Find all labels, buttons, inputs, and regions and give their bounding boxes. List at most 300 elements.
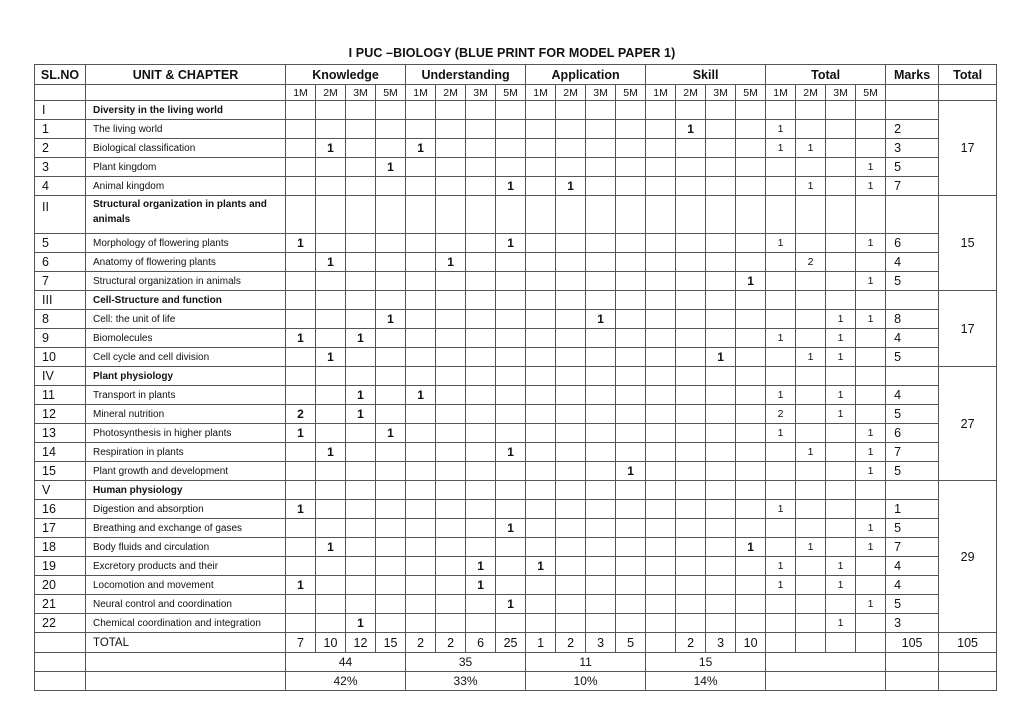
question-count-cell [586,595,616,614]
question-count-cell [616,424,646,443]
question-count-cell [556,348,586,367]
question-count-cell [796,424,826,443]
subheader-mark-type: 2M [436,85,466,101]
question-count-cell [586,557,616,576]
empty-cell [586,196,616,234]
question-count-cell [706,462,736,481]
subheader-mark-type: 1M [766,85,796,101]
question-count-cell [556,310,586,329]
question-count-cell [796,272,826,291]
question-count-cell [406,424,436,443]
empty-cell [376,481,406,500]
question-count-cell [466,139,496,158]
question-count-cell [676,234,706,253]
empty-cell [286,101,316,120]
question-count-cell [736,348,766,367]
question-count-cell [736,386,766,405]
question-count-cell [526,177,556,196]
empty-cell [676,291,706,310]
unit-numeral: IV [35,367,86,386]
question-count-cell [466,424,496,443]
question-count-cell [406,177,436,196]
question-count-cell [496,538,526,557]
question-count-cell [286,120,316,139]
question-count-cell [526,386,556,405]
question-count-cell [646,272,676,291]
chapter-marks: 4 [886,576,939,595]
unit-total: 29 [939,481,997,633]
empty-cell [586,367,616,386]
question-count-cell [406,557,436,576]
question-count-cell [436,443,466,462]
question-count-cell: 1 [466,576,496,595]
question-count-cell: 1 [346,614,376,633]
unit-title: Human physiology [86,481,286,500]
question-count-cell [406,576,436,595]
empty-cell [466,291,496,310]
question-count-cell [826,443,856,462]
question-count-cell [706,443,736,462]
question-count-cell [796,557,826,576]
chapter-sl-no: 12 [35,405,86,424]
subheader-blank [939,85,997,101]
chapter-marks: 5 [886,158,939,177]
question-count-cell [856,405,886,424]
question-count-cell [406,310,436,329]
empty-cell [706,101,736,120]
question-count-cell [286,177,316,196]
unit-title: Structural organization in plants and animals [86,196,286,234]
question-count-cell [526,405,556,424]
question-count-cell [826,500,856,519]
question-count-cell: 1 [856,538,886,557]
question-count-cell [556,405,586,424]
empty-cell [796,367,826,386]
subheader-mark-type: 3M [346,85,376,101]
question-count-cell [826,139,856,158]
question-count-cell [376,443,406,462]
empty-cell [436,291,466,310]
question-count-cell [826,234,856,253]
empty-cell [316,291,346,310]
question-count-cell: 1 [736,538,766,557]
question-count-cell [286,462,316,481]
question-count-cell [586,443,616,462]
question-count-cell [526,614,556,633]
question-count-cell [706,310,736,329]
empty-cell [676,196,706,234]
empty-cell [376,291,406,310]
question-count-cell [826,424,856,443]
question-count-cell [496,576,526,595]
chapter-name: Plant kingdom [86,158,286,177]
question-count-cell: 1 [496,595,526,614]
question-count-cell: 1 [766,234,796,253]
question-count-cell [526,424,556,443]
question-count-cell [316,462,346,481]
question-count-cell [646,234,676,253]
subheader-blank [35,85,86,101]
question-count-cell [646,595,676,614]
question-count-cell: 1 [466,557,496,576]
empty-cell [406,367,436,386]
question-count-cell [766,272,796,291]
question-count-cell [316,272,346,291]
total-count-cell: 25 [496,633,526,653]
question-count-cell [736,576,766,595]
question-count-cell [676,519,706,538]
question-count-cell [346,443,376,462]
question-count-cell [286,443,316,462]
empty-cell [736,367,766,386]
empty-cell [35,653,86,672]
question-count-cell [376,614,406,633]
sum-row-value: 44 [286,653,406,672]
percent-row-value: 42% [286,672,406,691]
question-count-cell [316,329,346,348]
question-count-cell [406,595,436,614]
col-header-understanding: Understanding [406,65,526,85]
question-count-cell [436,310,466,329]
empty-cell [706,367,736,386]
question-count-cell [736,253,766,272]
question-count-cell [436,234,466,253]
subheader-row [35,85,997,101]
question-count-cell [346,424,376,443]
question-count-cell [406,462,436,481]
question-count-cell [706,158,736,177]
question-count-cell: 1 [766,120,796,139]
question-count-cell [796,519,826,538]
question-count-cell [586,538,616,557]
question-count-cell [526,595,556,614]
question-count-cell: 1 [796,177,826,196]
chapter-name: Locomotion and movement [86,576,286,595]
question-count-cell [586,177,616,196]
empty-cell [766,653,886,672]
chapter-sl-no: 3 [35,158,86,177]
question-count-cell: 1 [856,234,886,253]
chapter-marks: 4 [886,557,939,576]
chapter-name: Cell cycle and cell division [86,348,286,367]
question-count-cell [646,576,676,595]
empty-cell [856,101,886,120]
question-count-cell [346,177,376,196]
chapter-row [35,386,997,405]
question-count-cell [286,614,316,633]
question-count-cell [316,424,346,443]
chapter-row [35,576,997,595]
question-count-cell [376,595,406,614]
subheader-mark-type: 3M [466,85,496,101]
question-count-cell [496,253,526,272]
total-count-cell: 2 [556,633,586,653]
question-count-cell [346,348,376,367]
question-count-cell [616,234,646,253]
question-count-cell [556,557,586,576]
question-count-cell [466,405,496,424]
question-count-cell [676,253,706,272]
question-count-cell [346,253,376,272]
question-count-cell: 1 [556,177,586,196]
question-count-cell [436,424,466,443]
question-count-cell [646,500,676,519]
question-count-cell [706,234,736,253]
empty-cell [286,196,316,234]
question-count-cell [526,234,556,253]
question-count-cell [286,158,316,177]
unit-total: 17 [939,291,997,367]
question-count-cell [706,329,736,348]
question-count-cell [706,272,736,291]
question-count-cell [346,310,376,329]
question-count-cell [436,272,466,291]
question-count-cell [286,310,316,329]
question-count-cell [856,557,886,576]
chapter-row [35,614,997,633]
question-count-cell [466,519,496,538]
marks-cell [886,367,939,386]
question-count-cell: 1 [436,253,466,272]
question-count-cell [676,272,706,291]
question-count-cell [646,158,676,177]
question-count-cell [406,538,436,557]
question-count-cell [526,500,556,519]
question-count-cell [466,500,496,519]
empty-cell [556,481,586,500]
question-count-cell [556,139,586,158]
question-count-cell [496,386,526,405]
question-count-cell [526,462,556,481]
empty-cell [496,291,526,310]
question-count-cell [406,519,436,538]
question-count-cell [526,253,556,272]
question-count-cell [616,405,646,424]
unit-numeral: III [35,291,86,310]
question-count-cell: 1 [616,462,646,481]
question-count-cell [706,576,736,595]
question-count-cell [406,272,436,291]
question-count-cell: 1 [496,234,526,253]
question-count-cell [406,120,436,139]
empty-cell [796,291,826,310]
question-count-cell [676,158,706,177]
chapter-name: Plant growth and development [86,462,286,481]
marks-cell [886,291,939,310]
unit-total: 27 [939,367,997,481]
question-count-cell [466,462,496,481]
empty-cell [436,481,466,500]
question-count-cell: 1 [856,272,886,291]
empty-cell [496,196,526,234]
empty-cell [376,367,406,386]
question-count-cell [706,519,736,538]
empty-cell [346,196,376,234]
question-count-cell [346,595,376,614]
question-count-cell: 1 [316,443,346,462]
empty-cell [556,101,586,120]
question-count-cell [766,158,796,177]
chapter-name: Cell: the unit of life [86,310,286,329]
chapter-marks: 7 [886,443,939,462]
chapter-sl-no: 7 [35,272,86,291]
empty-cell [616,481,646,500]
total-count-cell [826,633,856,653]
empty-cell [886,672,939,691]
question-count-cell [706,120,736,139]
question-count-cell [796,329,826,348]
col-header-knowledge: Knowledge [286,65,406,85]
question-count-cell [706,405,736,424]
question-count-cell [646,386,676,405]
question-count-cell [436,405,466,424]
question-count-cell [676,538,706,557]
question-count-cell [496,424,526,443]
question-count-cell: 1 [826,614,856,633]
subheader-mark-type: 5M [376,85,406,101]
question-count-cell [556,386,586,405]
question-count-cell [796,158,826,177]
question-count-cell [706,538,736,557]
empty-cell [316,196,346,234]
col-header-marks: Marks [886,65,939,85]
chapter-row [35,462,997,481]
question-count-cell [436,462,466,481]
question-count-cell [586,614,616,633]
question-count-cell [616,614,646,633]
question-count-cell: 1 [376,424,406,443]
question-count-cell [556,329,586,348]
unit-row [35,101,997,120]
question-count-cell [646,120,676,139]
col-header-slno: SL.NO [35,65,86,85]
question-count-cell [616,310,646,329]
question-count-cell: 2 [286,405,316,424]
question-count-cell [376,329,406,348]
chapter-marks: 3 [886,614,939,633]
question-count-cell: 1 [826,348,856,367]
question-count-cell [706,139,736,158]
chapter-row [35,519,997,538]
question-count-cell [556,272,586,291]
question-count-cell: 1 [316,139,346,158]
question-count-cell [766,538,796,557]
chapter-sl-no: 8 [35,310,86,329]
question-count-cell [316,576,346,595]
question-count-cell [826,538,856,557]
question-count-cell [406,329,436,348]
question-count-cell [526,329,556,348]
question-count-cell: 1 [856,177,886,196]
chapter-name: Mineral nutrition [86,405,286,424]
unit-numeral: V [35,481,86,500]
empty-cell [616,196,646,234]
question-count-cell [556,120,586,139]
question-count-cell [316,386,346,405]
empty-cell [376,196,406,234]
question-count-cell [706,424,736,443]
question-count-cell [706,253,736,272]
question-count-cell: 1 [286,576,316,595]
question-count-cell [496,462,526,481]
question-count-cell [736,234,766,253]
question-count-cell [436,576,466,595]
question-count-cell [586,329,616,348]
empty-cell [706,291,736,310]
question-count-cell [856,576,886,595]
question-count-cell [556,500,586,519]
chapter-sl-no: 15 [35,462,86,481]
question-count-cell [616,500,646,519]
empty-cell [436,101,466,120]
question-count-cell [736,310,766,329]
chapter-sl-no: 14 [35,443,86,462]
marks-cell [886,196,939,234]
question-count-cell [796,576,826,595]
chapter-sl-no: 11 [35,386,86,405]
question-count-cell [466,329,496,348]
question-count-cell [646,253,676,272]
question-count-cell [706,386,736,405]
empty-cell [526,196,556,234]
empty-cell [406,481,436,500]
empty-cell [556,367,586,386]
chapter-row [35,272,997,291]
empty-cell [856,367,886,386]
question-count-cell: 1 [826,310,856,329]
empty-cell [826,481,856,500]
question-count-cell [826,519,856,538]
question-count-cell [646,310,676,329]
question-count-cell [736,443,766,462]
unit-row [35,291,997,310]
question-count-cell [856,500,886,519]
question-count-cell [856,120,886,139]
chapter-row [35,405,997,424]
chapter-marks: 1 [886,500,939,519]
question-count-cell [826,272,856,291]
question-count-cell [466,177,496,196]
chapter-marks: 8 [886,310,939,329]
col-header-grand-total: Total [939,65,997,85]
total-count-cell [766,633,796,653]
question-count-cell: 1 [406,386,436,405]
empty-cell [706,481,736,500]
question-count-cell [676,500,706,519]
chapter-row [35,500,997,519]
question-count-cell [796,595,826,614]
question-count-cell [676,139,706,158]
header-row [35,65,997,85]
question-count-cell [616,272,646,291]
chapter-name: Animal kingdom [86,177,286,196]
question-count-cell [406,405,436,424]
question-count-cell [856,386,886,405]
question-count-cell [376,500,406,519]
chapter-marks: 5 [886,405,939,424]
question-count-cell [556,538,586,557]
question-count-cell [406,443,436,462]
question-count-cell [796,614,826,633]
chapter-marks: 7 [886,177,939,196]
empty-cell [556,196,586,234]
total-count-cell: 6 [466,633,496,653]
question-count-cell [826,462,856,481]
question-count-cell [496,557,526,576]
question-count-cell [766,443,796,462]
question-count-cell [736,614,766,633]
question-count-cell [376,348,406,367]
